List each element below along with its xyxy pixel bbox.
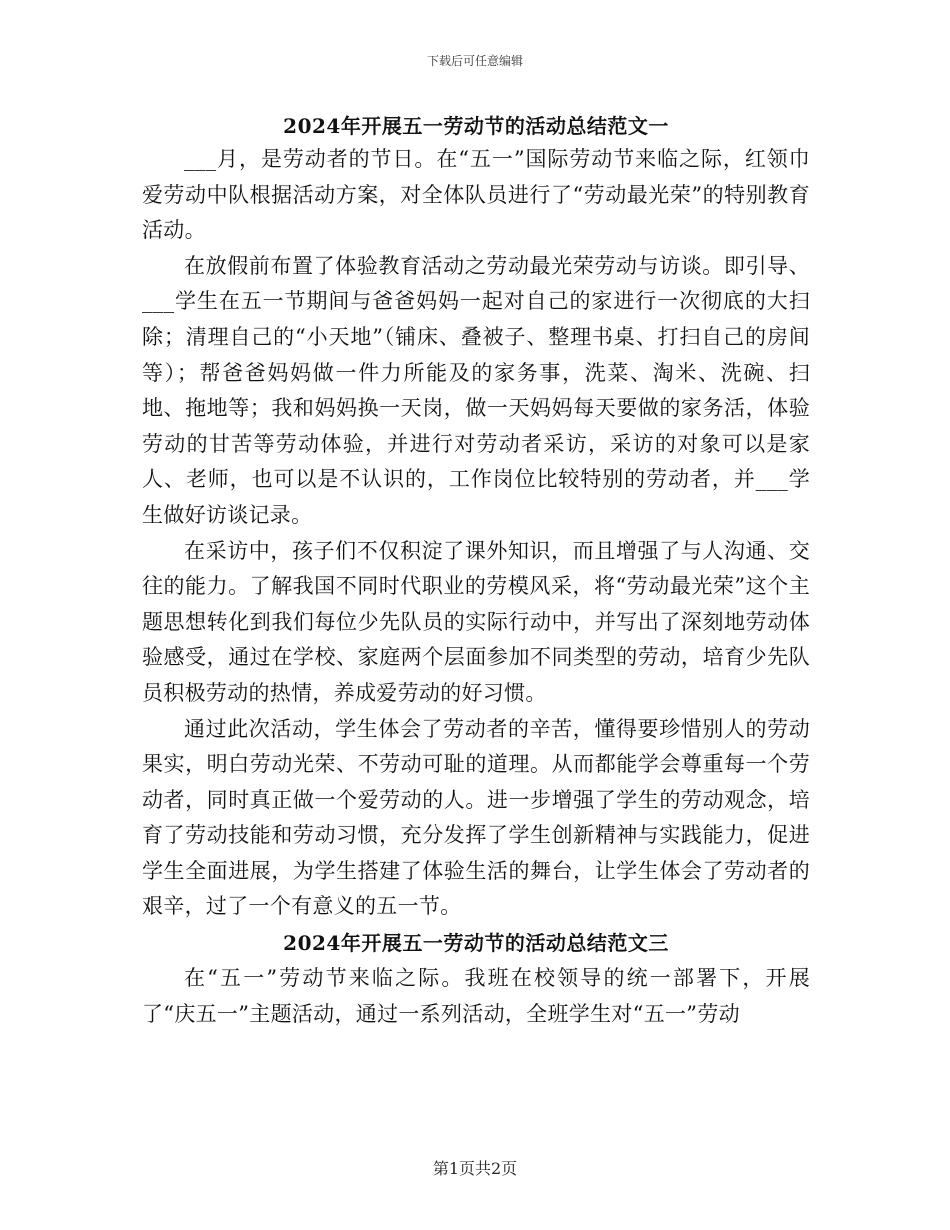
section-paragraph-1: 在“五一”劳动节来临之际。我班在校领导的统一部署下，开展了“庆五一”主题活动，通过一系列活动，全班学生对“五一”劳动 (142, 966, 810, 1026)
page-header-note: 下载后可任意编辑 (426, 54, 523, 68)
paragraph-2: 在放假前布置了体验教育活动之劳动最光荣劳动与访谈。即引导、___学生在五一节期间与爸爸妈妈一起对自己的家进行一次彻底的大扫除；清理自己的“小天地”（铺床、叠被子、整理书桌、打扫自己的房间等）；帮爸爸妈妈做一件力所能及的家务事，洗菜、淘米、洗碗、扫地、拖地等；我和妈妈换一天岗，做一天妈妈每天要做的家务活，体验劳动的甘苦等劳动体验，并进行对劳动者采访，采访的对象可以是家人、老师，也可以是不认识的，工作岗位比较特别的劳动者，并___学生做好访谈记录。 (142, 253, 810, 527)
paragraph-4: 通过此次活动，学生体会了劳动者的辛苦，懂得要珍惜别人的劳动果实，明白劳动光荣、不劳动可耻的道理。从而都能学会尊重每一个劳动者，同时真正做一个爱劳动的人。进一步增强了学生的劳动观念，培育了劳动技能和劳动习惯，充分发挥了学生创新精神与实践能力，促进学生全面进展，为学生搭建了体验生活的舞台，让学生体会了劳动者的艰辛，过了一个有意义的五一节。 (142, 716, 810, 919)
paragraph-1: ___月，是劳动者的节日。在“五一”国际劳动节来临之际，红领巾爱劳动中队根据活动方案，对全体队员进行了“劳动最光荣”的特别教育活动。 (142, 147, 810, 243)
document-title: 2024年开展五一劳动节的活动总结范文一 (283, 114, 669, 138)
document-body (142, 110, 810, 1032)
section-title: 2024年开展五一劳动节的活动总结范文三 (283, 931, 669, 956)
page-number: 第1页共2页 (432, 1159, 518, 1178)
paragraph-3: 在采访中，孩子们不仅积淀了课外知识，而且增强了与人沟通、交往的能力。了解我国不同时代职业的劳模风采，将“劳动最光荣”这个主题思想转化到我们每位少先队员的实际行动中，并写出了深刻地劳动体验感受，通过在学校、家庭两个层面参加不同类型的劳动，培育少先队员积极劳动的热情，养成爱劳动的好习惯。 (142, 538, 810, 705)
